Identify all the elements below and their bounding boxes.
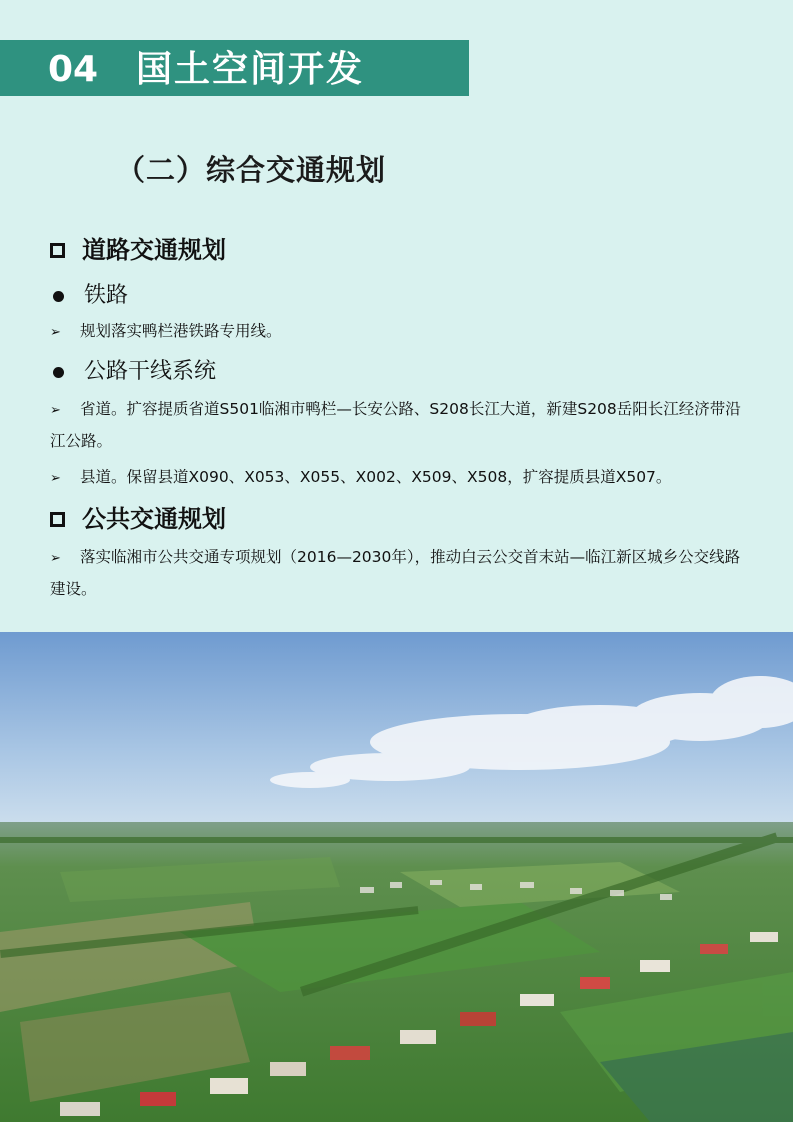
bullet-dot-icon xyxy=(53,367,64,378)
railway-item-text: 规划落实鸭栏港铁路专用线。 xyxy=(80,322,282,340)
checkbox-bullet-icon xyxy=(50,243,65,258)
transit-item xyxy=(50,542,750,605)
aerial-photo-illustration xyxy=(0,632,793,1122)
bullet-dot-icon xyxy=(53,291,64,302)
section-title: （二）综合交通规划 xyxy=(116,153,387,187)
arrow-bullet-icon: ➢ xyxy=(50,403,61,418)
chapter-title: 国土空间开发 xyxy=(136,49,365,90)
railway-heading xyxy=(50,281,128,311)
highway-item xyxy=(50,462,750,494)
road-heading-text: 道路交通规划 xyxy=(82,236,226,264)
aerial-farmland-photo xyxy=(0,632,793,1122)
arrow-bullet-icon: ➢ xyxy=(50,471,61,486)
highway-heading-text: 公路干线系统 xyxy=(84,359,217,384)
arrow-bullet-icon: ➢ xyxy=(50,551,61,566)
transit-heading xyxy=(50,502,226,536)
checkbox-bullet-icon xyxy=(50,512,65,527)
highway-item-text: 省道。扩容提质省道S501临湘市鸭栏—长安公路、S208长江大道，新建S208岳阳长江经济带沿江公路。 xyxy=(50,400,741,450)
highway-item-text: 县道。保留县道X090、X053、X055、X002、X509、X508，扩容提质县道X507。 xyxy=(80,468,672,486)
railway-heading-text: 铁路 xyxy=(84,283,129,308)
highway-item xyxy=(50,394,750,457)
highway-heading xyxy=(50,357,216,387)
road-heading xyxy=(50,233,226,267)
arrow-bullet-icon: ➢ xyxy=(50,325,61,340)
transit-item-text: 落实临湘市公共交通专项规划（2016—2030年），推动白云公交首末站—临江新区城乡公交线路建设。 xyxy=(50,548,741,598)
chapter-number: 04 xyxy=(48,49,99,90)
railway-item xyxy=(50,316,750,348)
transit-heading-text: 公共交通规划 xyxy=(82,505,226,533)
